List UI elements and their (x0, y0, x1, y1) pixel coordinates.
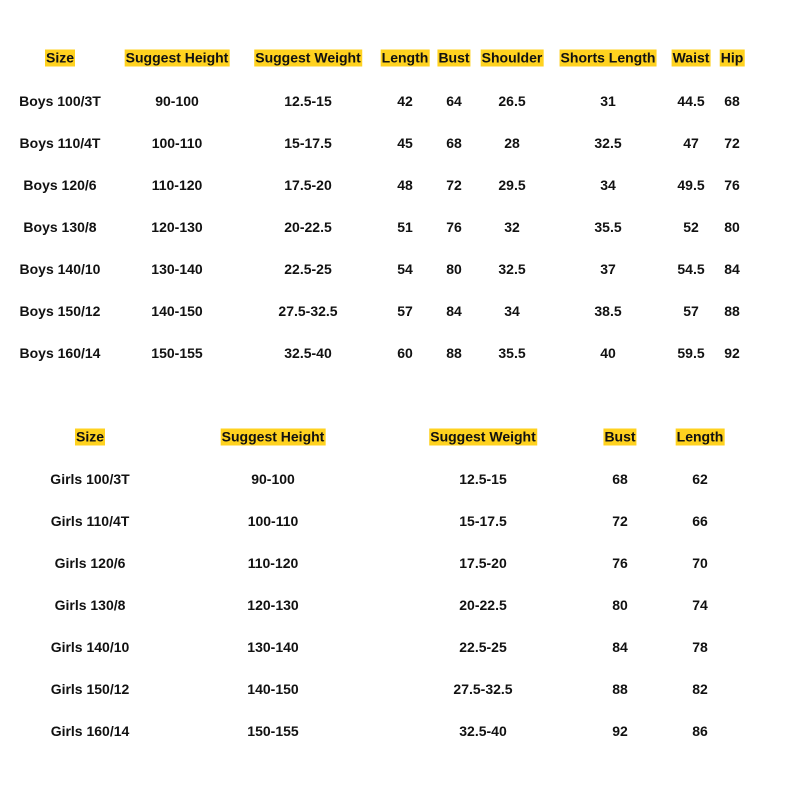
girls-cell-length: 86 (692, 723, 708, 739)
boys-cell-weight: 20-22.5 (284, 219, 332, 235)
boys-header-length: Length (381, 49, 429, 66)
boys-header-suggest-height: Suggest Height (125, 49, 229, 66)
boys-cell-shoulder: 28 (504, 135, 520, 151)
girls-cell-bust: 92 (612, 723, 628, 739)
boys-cell-hip: 72 (724, 135, 740, 151)
girls-cell-size: Girls 160/14 (50, 723, 130, 739)
boys-cell-shorts-length: 37 (600, 261, 616, 277)
boys-header-hip: Hip (720, 49, 744, 66)
girls-cell-weight: 12.5-15 (459, 471, 507, 487)
boys-cell-size: Boys 150/12 (19, 303, 101, 319)
boys-cell-shoulder: 35.5 (498, 345, 526, 361)
girls-cell-bust: 84 (612, 639, 628, 655)
boys-cell-weight: 22.5-25 (284, 261, 332, 277)
boys-cell-height: 120-130 (151, 219, 203, 235)
boys-cell-size: Boys 100/3T (19, 93, 101, 109)
boys-cell-shorts-length: 32.5 (594, 135, 622, 151)
girls-cell-weight: 15-17.5 (459, 513, 507, 529)
boys-cell-shoulder: 29.5 (498, 177, 526, 193)
boys-cell-length: 45 (397, 135, 413, 151)
boys-header-waist: Waist (672, 49, 710, 66)
girls-cell-height: 140-150 (247, 681, 299, 697)
boys-cell-waist: 52 (683, 219, 699, 235)
girls-cell-size: Girls 150/12 (50, 681, 130, 697)
boys-header-shoulder: Shoulder (481, 49, 543, 66)
boys-cell-shoulder: 34 (504, 303, 520, 319)
boys-cell-hip: 80 (724, 219, 740, 235)
girls-cell-size: Girls 130/8 (54, 597, 126, 613)
boys-cell-length: 60 (397, 345, 413, 361)
boys-cell-weight: 32.5-40 (284, 345, 332, 361)
boys-header-size: Size (45, 49, 75, 66)
girls-cell-bust: 68 (612, 471, 628, 487)
boys-cell-length: 54 (397, 261, 413, 277)
girls-cell-length: 62 (692, 471, 708, 487)
girls-header-size: Size (75, 428, 105, 445)
girls-cell-length: 70 (692, 555, 708, 571)
girls-cell-weight: 27.5-32.5 (453, 681, 513, 697)
boys-header-suggest-weight: Suggest Weight (255, 49, 361, 66)
boys-cell-height: 100-110 (151, 135, 203, 151)
girls-cell-weight: 17.5-20 (459, 555, 507, 571)
girls-header-suggest-weight: Suggest Weight (430, 428, 536, 445)
girls-cell-size: Girls 110/4T (50, 513, 130, 529)
boys-cell-shorts-length: 31 (600, 93, 616, 109)
boys-cell-shoulder: 32 (504, 219, 520, 235)
boys-cell-size: Boys 160/14 (19, 345, 101, 361)
boys-cell-weight: 27.5-32.5 (278, 303, 338, 319)
boys-cell-bust: 76 (446, 219, 462, 235)
boys-cell-waist: 59.5 (677, 345, 705, 361)
girls-cell-height: 150-155 (247, 723, 299, 739)
boys-cell-bust: 84 (446, 303, 462, 319)
girls-cell-bust: 88 (612, 681, 628, 697)
boys-cell-shorts-length: 34 (600, 177, 616, 193)
girls-cell-weight: 32.5-40 (459, 723, 507, 739)
boys-cell-length: 48 (397, 177, 413, 193)
boys-cell-height: 150-155 (151, 345, 203, 361)
boys-cell-shorts-length: 40 (600, 345, 616, 361)
boys-cell-hip: 92 (724, 345, 740, 361)
girls-cell-length: 66 (692, 513, 708, 529)
boys-cell-hip: 88 (724, 303, 740, 319)
boys-cell-length: 51 (397, 219, 413, 235)
boys-cell-hip: 68 (724, 93, 740, 109)
girls-header-suggest-height: Suggest Height (221, 428, 325, 445)
boys-cell-bust: 64 (446, 93, 462, 109)
boys-cell-size: Boys 130/8 (23, 219, 97, 235)
boys-cell-weight: 15-17.5 (284, 135, 332, 151)
boys-cell-height: 130-140 (151, 261, 203, 277)
girls-cell-length: 74 (692, 597, 708, 613)
boys-cell-hip: 76 (724, 177, 740, 193)
boys-cell-waist: 49.5 (677, 177, 705, 193)
boys-cell-height: 90-100 (155, 93, 199, 109)
girls-header-length: Length (676, 428, 724, 445)
boys-header-shorts-length: Shorts Length (560, 49, 656, 66)
boys-cell-length: 57 (397, 303, 413, 319)
boys-cell-bust: 72 (446, 177, 462, 193)
boys-cell-length: 42 (397, 93, 413, 109)
boys-cell-size: Boys 110/4T (19, 135, 101, 151)
boys-cell-shoulder: 26.5 (498, 93, 526, 109)
boys-cell-bust: 80 (446, 261, 462, 277)
girls-cell-height: 110-120 (247, 555, 299, 571)
girls-cell-weight: 20-22.5 (459, 597, 507, 613)
boys-cell-shorts-length: 38.5 (594, 303, 622, 319)
boys-cell-waist: 57 (683, 303, 699, 319)
boys-header-bust: Bust (438, 49, 470, 66)
boys-cell-waist: 44.5 (677, 93, 705, 109)
boys-cell-height: 140-150 (151, 303, 203, 319)
girls-cell-size: Girls 140/10 (50, 639, 130, 655)
boys-cell-size: Boys 140/10 (19, 261, 101, 277)
girls-cell-bust: 72 (612, 513, 628, 529)
girls-cell-height: 90-100 (251, 471, 295, 487)
boys-cell-weight: 17.5-20 (284, 177, 332, 193)
girls-cell-height: 100-110 (247, 513, 299, 529)
girls-cell-bust: 76 (612, 555, 628, 571)
boys-cell-shoulder: 32.5 (498, 261, 526, 277)
girls-header-bust: Bust (604, 428, 636, 445)
boys-cell-shorts-length: 35.5 (594, 219, 622, 235)
girls-cell-height: 120-130 (247, 597, 299, 613)
girls-cell-height: 130-140 (247, 639, 299, 655)
girls-cell-weight: 22.5-25 (459, 639, 507, 655)
boys-cell-bust: 68 (446, 135, 462, 151)
girls-cell-size: Girls 120/6 (54, 555, 126, 571)
boys-cell-height: 110-120 (151, 177, 203, 193)
boys-cell-weight: 12.5-15 (284, 93, 332, 109)
girls-cell-bust: 80 (612, 597, 628, 613)
girls-cell-length: 78 (692, 639, 708, 655)
boys-cell-size: Boys 120/6 (23, 177, 97, 193)
boys-cell-waist: 47 (683, 135, 699, 151)
boys-cell-hip: 84 (724, 261, 740, 277)
boys-cell-waist: 54.5 (677, 261, 705, 277)
girls-cell-length: 82 (692, 681, 708, 697)
girls-cell-size: Girls 100/3T (50, 471, 130, 487)
boys-cell-bust: 88 (446, 345, 462, 361)
